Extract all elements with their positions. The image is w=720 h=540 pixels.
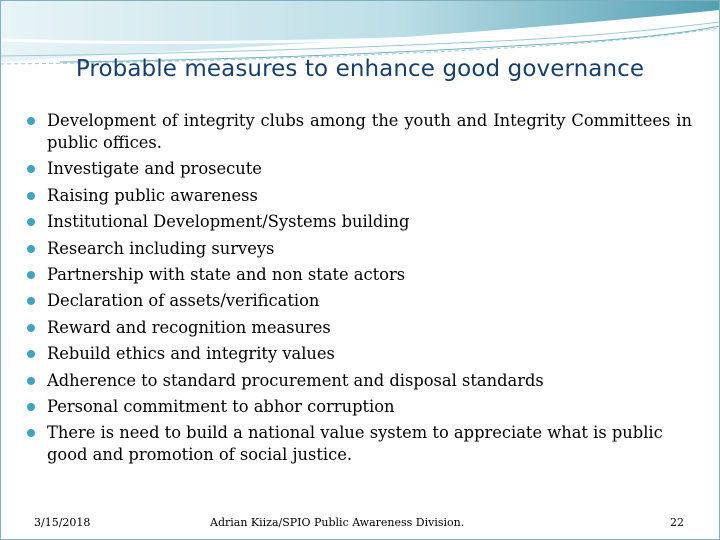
bullet-list xyxy=(27,110,692,471)
bullet-item: There is need to build a national value system to appreciate what is public good and promotion of social justice. xyxy=(27,422,692,466)
bullet-item: Raising public awareness xyxy=(27,185,692,207)
bullet-item: Investigate and prosecute xyxy=(27,158,692,180)
bullet-dot-icon xyxy=(27,297,35,305)
bullet-dot-icon xyxy=(27,117,35,125)
bullet-dot-icon xyxy=(27,245,35,253)
bullet-item: Personal commitment to abhor corruption xyxy=(27,396,692,418)
bullet-item: Institutional Development/Systems building xyxy=(27,211,692,233)
bullet-item: Declaration of assets/verification xyxy=(27,290,692,312)
bullet-dot-icon xyxy=(27,350,35,358)
slide-title: Probable measures to enhance good governance xyxy=(75,56,645,82)
bullet-item: Reward and recognition measures xyxy=(27,317,692,339)
bullet-dot-icon xyxy=(27,271,35,279)
bullet-dot-icon xyxy=(27,377,35,385)
bullet-dot-icon xyxy=(27,192,35,200)
bullet-item: Rebuild ethics and integrity values xyxy=(27,343,692,365)
bullet-dot-icon xyxy=(27,324,35,332)
footer-page-number: 22 xyxy=(670,516,684,529)
bullet-item: Adherence to standard procurement and disposal standards xyxy=(27,370,692,392)
bullet-item: Research including surveys xyxy=(27,238,692,260)
bullet-item: Partnership with state and non state actors xyxy=(27,264,692,286)
footer-author: Adrian Kiiza/SPIO Public Awareness Division. xyxy=(210,516,465,529)
bullet-dot-icon xyxy=(27,165,35,173)
footer-date: 3/15/2018 xyxy=(34,516,91,529)
bullet-item: Development of integrity clubs among the youth and Integrity Committees in public offices. xyxy=(27,110,692,154)
bullet-dot-icon xyxy=(27,218,35,226)
bullet-dot-icon xyxy=(27,403,35,411)
bullet-dot-icon xyxy=(27,429,35,437)
